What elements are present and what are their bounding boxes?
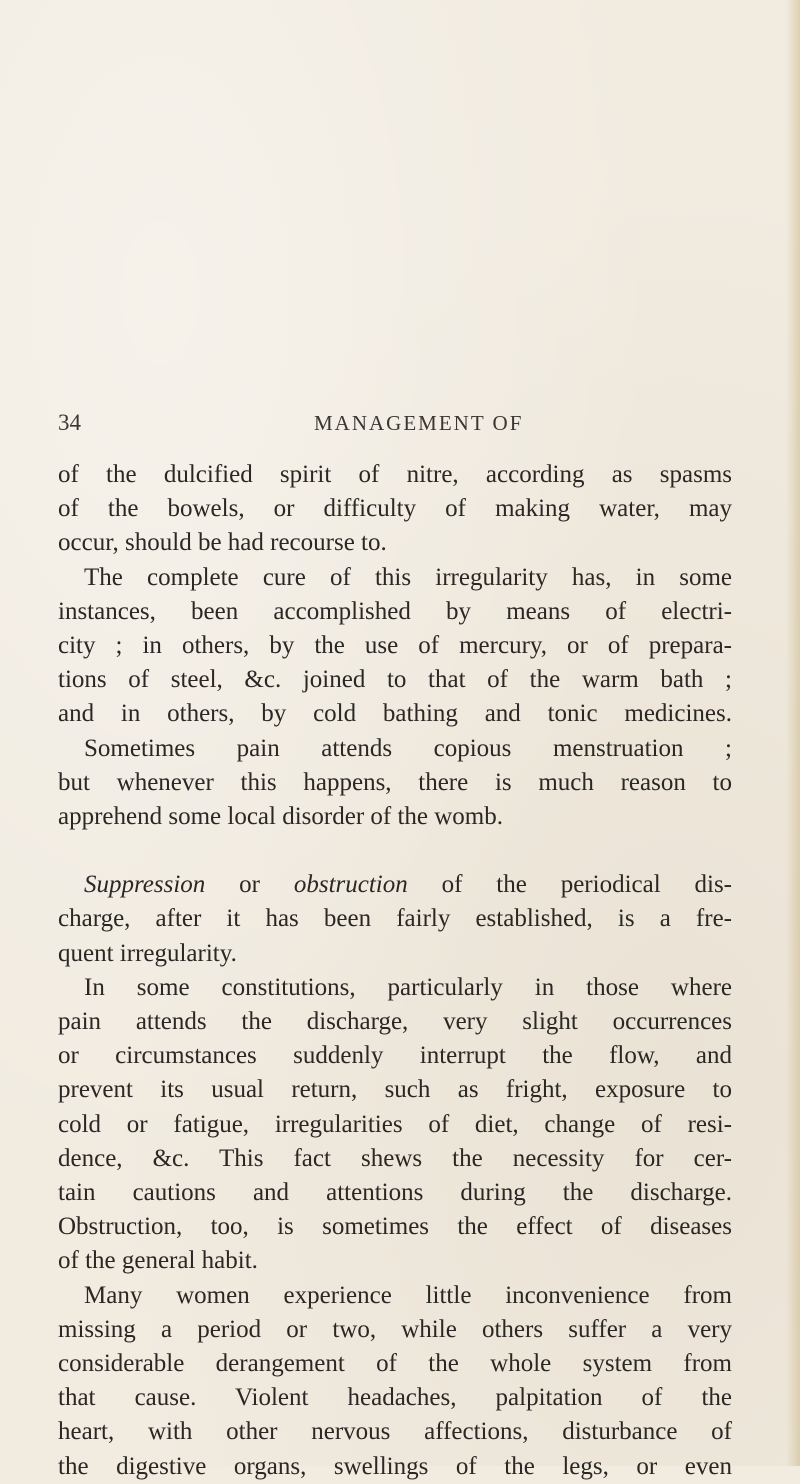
- text-line: or circumstances suddenly interrupt the flow, and: [58, 1042, 732, 1070]
- text-line: The complete cure of this irregularity has, in some: [84, 563, 732, 591]
- connector-or: or: [239, 871, 260, 899]
- text-line: In some constitutions, particularly in those where: [84, 973, 732, 1001]
- text-line: prevent its usual return, such as fright, exposure to: [58, 1076, 732, 1104]
- text-line: considerable derangement of the whole system from: [58, 1350, 732, 1378]
- italic-term-suppression: Suppression: [84, 871, 206, 899]
- text-line: tions of steel, &c. joined to that of the warm bath ;: [58, 666, 732, 694]
- text-line: cold or fatigue, irregularities of diet, change of resi-: [58, 1110, 732, 1138]
- text-line-suppression: [58, 868, 732, 902]
- text-line: quent irregularity.: [58, 939, 237, 967]
- running-head-title: MANAGEMENT OF: [314, 411, 524, 435]
- text-line: Many women experience little inconvenience from: [84, 1281, 732, 1309]
- text-line: of the bowels, or difficulty of making water, may: [58, 495, 732, 523]
- text-line: instances, been accomplished by means of electri-: [58, 597, 732, 625]
- text-line: of the dulcified spirit of nitre, according as spasms: [58, 461, 732, 488]
- text-line: charge, after it has been fairly established, is a fre-: [58, 905, 732, 933]
- text-line-remainder: of the periodical dis-: [441, 871, 733, 899]
- text-line: missing a period or two, while others suffer a very: [58, 1315, 732, 1343]
- text-line: but whenever this happens, there is much reason to: [58, 768, 732, 796]
- italic-term-obstruction: obstruction: [293, 871, 408, 899]
- text-line: and in others, by cold bathing and tonic medicines.: [58, 700, 732, 728]
- text-line: tain cautions and attentions during the discharge.: [58, 1179, 732, 1207]
- paragraph-gap: [58, 834, 732, 868]
- body-text: [58, 458, 732, 1484]
- text-line: of the general habit.: [58, 1247, 258, 1275]
- text-line: that cause. Violent headaches, palpitation of the: [58, 1384, 732, 1412]
- page-edge: [786, 0, 800, 1466]
- text-line: pain attends the discharge, very slight occurrences: [58, 1008, 732, 1036]
- text-line: heart, with other nervous affections, disturbance of: [58, 1418, 732, 1446]
- text-line: dence, &c. This fact shews the necessity for cer-: [58, 1144, 732, 1172]
- text-line: apprehend some local disorder of the womb.: [58, 803, 504, 831]
- text-line: the digestive organs, swellings of the legs, or even: [58, 1452, 732, 1480]
- text-line: Sometimes pain attends copious menstruation ;: [84, 734, 732, 762]
- running-head: [58, 406, 658, 440]
- text-line: city ; in others, by the use of mercury, or of prepara-: [58, 632, 732, 660]
- text-line: occur, should be had recourse to.: [58, 529, 387, 557]
- page-number: 34: [58, 410, 81, 435]
- text-line: Obstruction, too, is sometimes the effect of diseases: [58, 1213, 732, 1241]
